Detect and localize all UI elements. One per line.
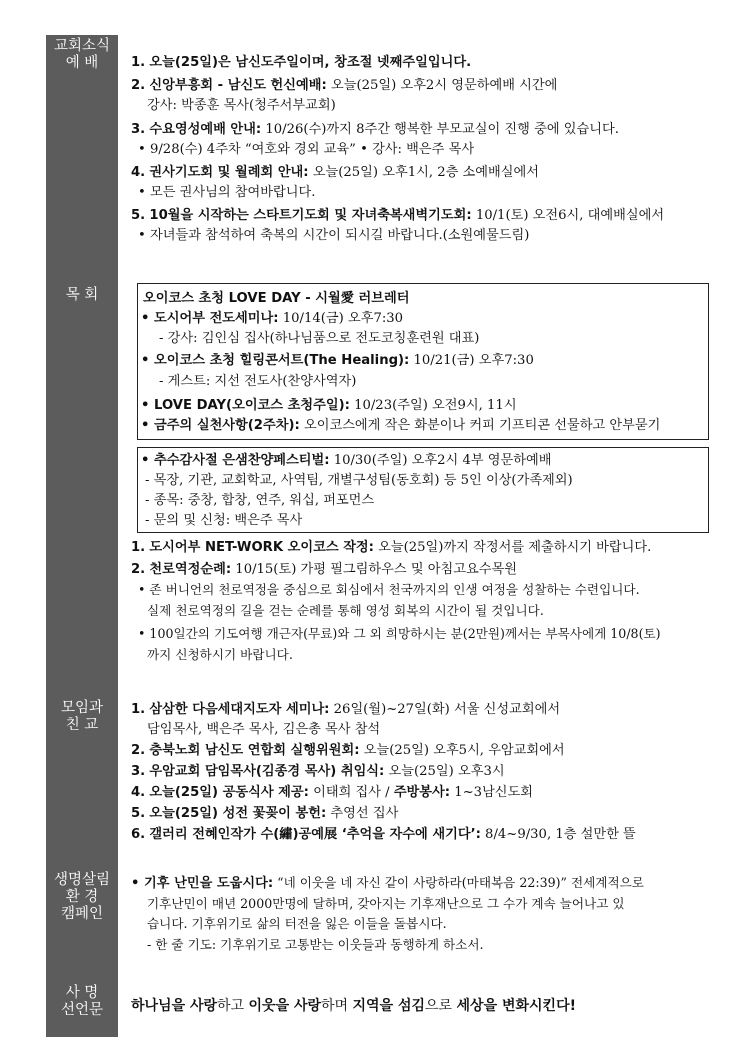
item-heading: 주방봉사: xyxy=(393,785,451,800)
oikos-loveday-sunday xyxy=(141,396,517,415)
mission-connector: 하고 xyxy=(217,998,249,1014)
mission-statement xyxy=(131,997,576,1016)
item-text: 8/4~9/30, 1층 설만한 뜰 xyxy=(480,827,636,842)
mission-phrase: 시킨다! xyxy=(529,998,576,1014)
item-heading: 우암교회 담임목사(김종경 목사) 취임식: xyxy=(149,764,385,779)
item-heading: 오늘(25일) 공동식사 제공: xyxy=(149,785,309,800)
item-heading: 10월을 시작하는 스타트기도회 및 자녀축복새벽기도회: xyxy=(149,208,472,223)
sidebar-label-line: 선언문 xyxy=(60,1002,104,1018)
item-heading: 신앙부흥회 - 남신도 헌신예배: xyxy=(149,78,327,93)
sidebar-label-line: 모임과 xyxy=(60,700,104,716)
pilgrim-desc-2: 실제 천로역정의 길을 걷는 순례를 통해 영성 회복의 시간이 될 것입니다. xyxy=(147,603,544,618)
item-text: 26일(월)~27일(화) 서울 신성교회에서 xyxy=(329,702,561,717)
festival-contact: - 문의 및 신청: 백은주 목사 xyxy=(145,513,303,528)
oikos-seminar-speaker: - 강사: 김인심 집사(하나님품으로 전도코칭훈련원 대표) xyxy=(159,331,480,346)
item-text: 오늘(25일)까지 작정서를 제출하시기 바랍니다. xyxy=(373,540,652,555)
item-number: 6. xyxy=(131,827,146,842)
festival-heading xyxy=(141,451,551,470)
item-text: 10/15(토) 가평 필그림하우스 및 아침고요수목원 xyxy=(231,562,517,577)
pilgrim-desc-1: • 존 버니언의 천로역정을 중심으로 회심에서 천국까지의 인생 여정을 성찰하는 수련입니다. xyxy=(138,582,640,597)
item-heading: • 추수감사절 은샘찬양페스티벌: xyxy=(141,453,330,468)
fellowship-item-4 xyxy=(131,783,533,802)
oikos-weekly-practice xyxy=(141,416,660,435)
item-text: 10/1(토) 오전6시, 대예배실에서 xyxy=(471,208,665,223)
worship-item-2 xyxy=(131,76,557,95)
festival-eligibility: - 목장, 기관, 교회학교, 사역팀, 개별구성팀(동호회) 등 5인 이상(가족제외) xyxy=(145,473,573,488)
item-heading: 천로역정순례: xyxy=(149,562,232,577)
item-heading: 충북노회 남신도 연합회 실행위원회: xyxy=(149,743,360,758)
item-text: 이태희 집사 / xyxy=(308,785,394,800)
mission-phrase: 하나님을 사랑 xyxy=(131,998,218,1014)
item-text: 10/30(주일) 오후2시 4부 영문하예배 xyxy=(329,453,552,468)
mission-phrase: 이웃을 사랑 xyxy=(248,998,322,1014)
item-number: 5. xyxy=(131,806,146,821)
campaign-line-2: 기후난민이 매년 2000만명에 달하며, 갖아지는 기후재난으로 그 수가 계속 늘어나고 있 xyxy=(147,896,625,911)
item-number: 1. xyxy=(131,702,146,717)
item-number: 1. xyxy=(131,55,146,70)
item-text: 10/21(금) 오후7:30 xyxy=(409,353,534,368)
oikos-seminar xyxy=(141,309,403,328)
item-text: 추영선 집사 xyxy=(326,806,399,821)
item-number: 4. xyxy=(131,785,146,800)
item-number: 3. xyxy=(131,764,146,779)
fellowship-item-3 xyxy=(131,762,505,781)
item-heading: • 도시어부 전도세미나: xyxy=(141,311,279,326)
sidebar-label-line: 친 교 xyxy=(65,717,99,733)
item-number: 3. xyxy=(131,122,146,137)
worship-item-5-sub: • 자녀들과 참석하여 축복의 시간이 되시길 바랍니다.(소원예물드림) xyxy=(138,228,530,243)
sidebar-label-line: 예 배 xyxy=(65,55,99,71)
fellowship-item-1-cont: 담임목사, 백은주 목사, 김은총 목사 참석 xyxy=(147,722,381,737)
item-text: 10/26(수)까지 8주간 행복한 부모교실이 진행 중에 있습니다. xyxy=(261,122,619,137)
sidebar-label-worship xyxy=(46,38,118,72)
item-text: 1~3남신도회 xyxy=(450,785,534,800)
item-heading: 도시어부 NET-WORK 오이코스 작정: xyxy=(149,540,374,555)
mission-phrase: 세상을 변화 xyxy=(456,998,530,1014)
item-heading: • 금주의 실천사항(2주차): xyxy=(141,418,300,433)
pilgrim-desc-3: • 100일간의 기도여행 개근자(무료)와 그 외 희망하시는 분(2만원)께서는 부목사에게 10/8(토) xyxy=(138,626,661,641)
item-heading: • 오이코스 초청 힐링콘서트(The Healing): xyxy=(141,353,410,368)
item-text: 오늘(25일) 오후5시, 우암교회에서 xyxy=(359,743,565,758)
item-text: 오늘(25일) 오후1시, 2층 소예배실에서 xyxy=(308,165,539,180)
item-number: 4. xyxy=(131,165,146,180)
sidebar-label-line: 교회소식 xyxy=(53,38,111,54)
campaign-heading xyxy=(131,873,644,893)
pilgrim-desc-4: 까지 신청하시기 바랍니다. xyxy=(147,647,293,662)
item-heading: 오늘(25일)은 남신도주일이며, 창조절 넷째주일입니다. xyxy=(149,55,472,70)
sidebar-label-line: 생명살림 xyxy=(53,872,111,888)
worship-item-4-sub: • 모든 권사님의 참여바랍니다. xyxy=(138,185,316,200)
worship-item-2-cont: 강사: 박종훈 목사(청주서부교회) xyxy=(147,98,336,113)
oikos-concert-guest: - 게스트: 지선 전도사(찬양사역자) xyxy=(159,374,357,389)
item-text: 오늘(25일) 오후2시 영문하예배 시간에 xyxy=(326,78,558,93)
item-heading: • LOVE DAY(오이코스 초청주일): xyxy=(141,398,350,413)
item-heading: 권사기도회 및 월례회 안내: xyxy=(149,165,309,180)
item-number: 2. xyxy=(131,743,146,758)
sidebar-label-fellowship xyxy=(46,700,118,734)
item-text: 오늘(25일) 오후3시 xyxy=(384,764,505,779)
item-heading: 수요영성예배 안내: xyxy=(149,122,262,137)
ministry-item-1 xyxy=(131,538,651,557)
sidebar-label-line: 환 경 xyxy=(65,889,99,905)
mission-phrase: 지역을 섬김 xyxy=(352,998,426,1014)
item-text: “네 이웃을 네 자신 같이 사랑하라(마태복음 22:39)” 전세계적으로 xyxy=(273,875,644,890)
worship-item-1 xyxy=(131,53,471,72)
worship-item-3 xyxy=(131,120,619,139)
campaign-line-3: 습니다. 기후위기로 삶의 터전을 잃은 이들을 돌봅시다. xyxy=(147,916,447,931)
sidebar-label-campaign xyxy=(46,872,118,923)
fellowship-item-2 xyxy=(131,741,565,760)
fellowship-item-6 xyxy=(131,825,636,844)
item-text: 오이코스에게 작은 화분이나 커피 기프티콘 선물하고 안부묻기 xyxy=(299,418,661,433)
sidebar-label-ministry xyxy=(46,287,118,304)
item-heading: 갤러리 전혜인작가 수(繡)공예展 ‘추억을 자수에 새기다’: xyxy=(149,827,481,842)
sidebar-label-line: 목 회 xyxy=(65,287,99,303)
worship-item-4 xyxy=(131,163,539,182)
item-heading: 삼삼한 다음세대지도자 세미나: xyxy=(149,702,330,717)
item-number: 1. xyxy=(131,540,146,555)
oikos-concert xyxy=(141,351,534,370)
fellowship-item-1 xyxy=(131,700,560,719)
item-number: 5. xyxy=(131,208,146,223)
mission-connector: 으로 xyxy=(425,998,457,1014)
item-text: 10/14(금) 오후7:30 xyxy=(278,311,404,326)
sidebar-label-mission xyxy=(46,985,118,1019)
sidebar-label-line: 캠페인 xyxy=(60,906,104,922)
ministry-item-2 xyxy=(131,560,517,579)
item-number: 2. xyxy=(131,562,146,577)
oikos-box-title: 오이코스 초청 LOVE DAY - 시월愛 러브레터 xyxy=(143,291,410,306)
item-number: 2. xyxy=(131,78,146,93)
campaign-prayer: - 한 줄 기도: 기후위기로 고통받는 이웃들과 동행하게 하소서. xyxy=(147,937,484,952)
sidebar-label-line: 사 명 xyxy=(65,985,99,1001)
fellowship-item-5 xyxy=(131,804,398,823)
worship-item-3-sub: • 9/28(수) 4주차 “여호와 경외 교육” • 강사: 백은주 목사 xyxy=(138,142,475,157)
mission-connector: 하며 xyxy=(321,998,353,1014)
item-heading: • 기후 난민을 도웁시다: xyxy=(131,876,274,891)
item-text: 10/23(주일) 오전9시, 11시 xyxy=(349,398,517,413)
festival-categories: - 종목: 중창, 합창, 연주, 워십, 퍼포먼스 xyxy=(145,493,375,508)
item-heading: 오늘(25일) 성전 꽃꽂이 봉헌: xyxy=(149,806,327,821)
worship-item-5 xyxy=(131,206,664,225)
